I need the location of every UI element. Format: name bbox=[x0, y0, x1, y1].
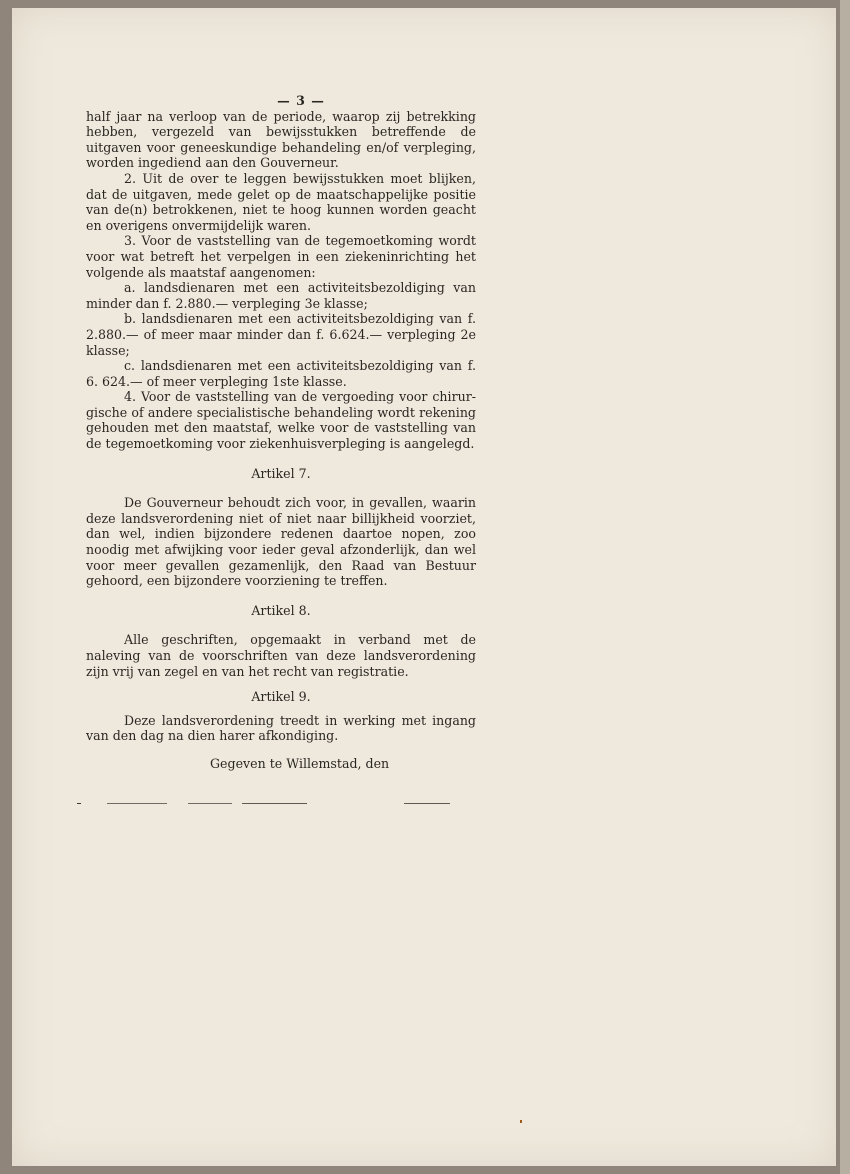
paragraph-3: 3. Voor de vaststelling van de tegemoetkoming wordt voor wat betreft het verpelgen in een ziekeninrichting het volgende als maatstaf aangenomen: bbox=[86, 233, 476, 280]
paragraph-4: 4. Voor de vaststelling van de vergoeding voor chirurgische of andere specialistische behandeling wordt rekening gehouden met den maatstaf, welke voor de vaststelling van de tegemoetkoming voor ziekenhuisverpleging is aangelegd. bbox=[86, 389, 476, 452]
article-8-heading: Artikel 8. bbox=[251, 602, 311, 618]
paragraph-3c: c. landsdienaren met een activiteitsbezoldiging van f. 6. 624.— of meer verpleging 1ste klasse. bbox=[86, 358, 476, 389]
article-7-heading: Artikel 7. bbox=[251, 465, 311, 481]
document-body bbox=[86, 93, 476, 784]
paragraph-3b: b. landsdienaren met een activiteitsbezoldiging van f. 2.880.— of meer maar minder dan f. 6.624.— verpleging 2e klasse; bbox=[86, 311, 476, 358]
rule-segment bbox=[404, 803, 450, 804]
paper-speck bbox=[520, 1120, 522, 1123]
paragraph-continuation: half jaar na verloop van de periode, waarop zij betrekking hebben, vergezeld van bewijsstukken betreffende de uitgaven voor geneeskundige behandeling en/of verpleging, worden ingediend aan den Gouverneur. bbox=[86, 108, 476, 171]
paragraph-3a: a. landsdienaren met een activiteitsbezoldiging van minder dan f. 2.880.— verpleging 3e klasse; bbox=[86, 280, 476, 311]
rule-segment bbox=[77, 803, 81, 804]
article-9-heading: Artikel 9. bbox=[251, 689, 311, 705]
article-8-text: Alle geschriften, opgemaakt in verband met de naleving van de voorschriften van deze landsverordening zijn vrij van zegel en van het recht van registratie. bbox=[86, 632, 476, 679]
article-7-text: De Gouverneur behoudt zich voor, in gevallen, waarin deze landsverordening niet of niet naar billijkheid voorziet, dan wel, indien bijzondere redenen daartoe nopen, zoo noodig met afwijking voor ieder geval afzonderlijk, dan wel voor meer gevallen gezamenlijk, den Raad van Bestuur gehoord, een bijzondere voorziening te treffen. bbox=[86, 495, 476, 589]
scanner-edge bbox=[840, 0, 850, 1174]
paragraph-2: 2. Uit de over te leggen bewijsstukken moet blijken, dat de uitgaven, mede gelet op de maatschappelijke positie van de(n) betrokkenen, niet te hoog kunnen worden geacht en overigens onvermijdelijk waren. bbox=[86, 170, 476, 233]
show-through-text bbox=[432, 138, 792, 388]
document-page bbox=[12, 8, 836, 1166]
page-number: — 3 — bbox=[277, 93, 325, 108]
show-through-text bbox=[72, 818, 472, 1118]
rule-segment bbox=[188, 803, 232, 804]
rule-segment bbox=[242, 803, 307, 804]
article-9-text: Deze landsverordening treedt in werking met ingang van den dag na dien harer afkondiging. bbox=[86, 712, 476, 744]
rule-segment bbox=[107, 803, 167, 804]
signing-line: Gegeven te Willemstad, den bbox=[210, 755, 390, 771]
